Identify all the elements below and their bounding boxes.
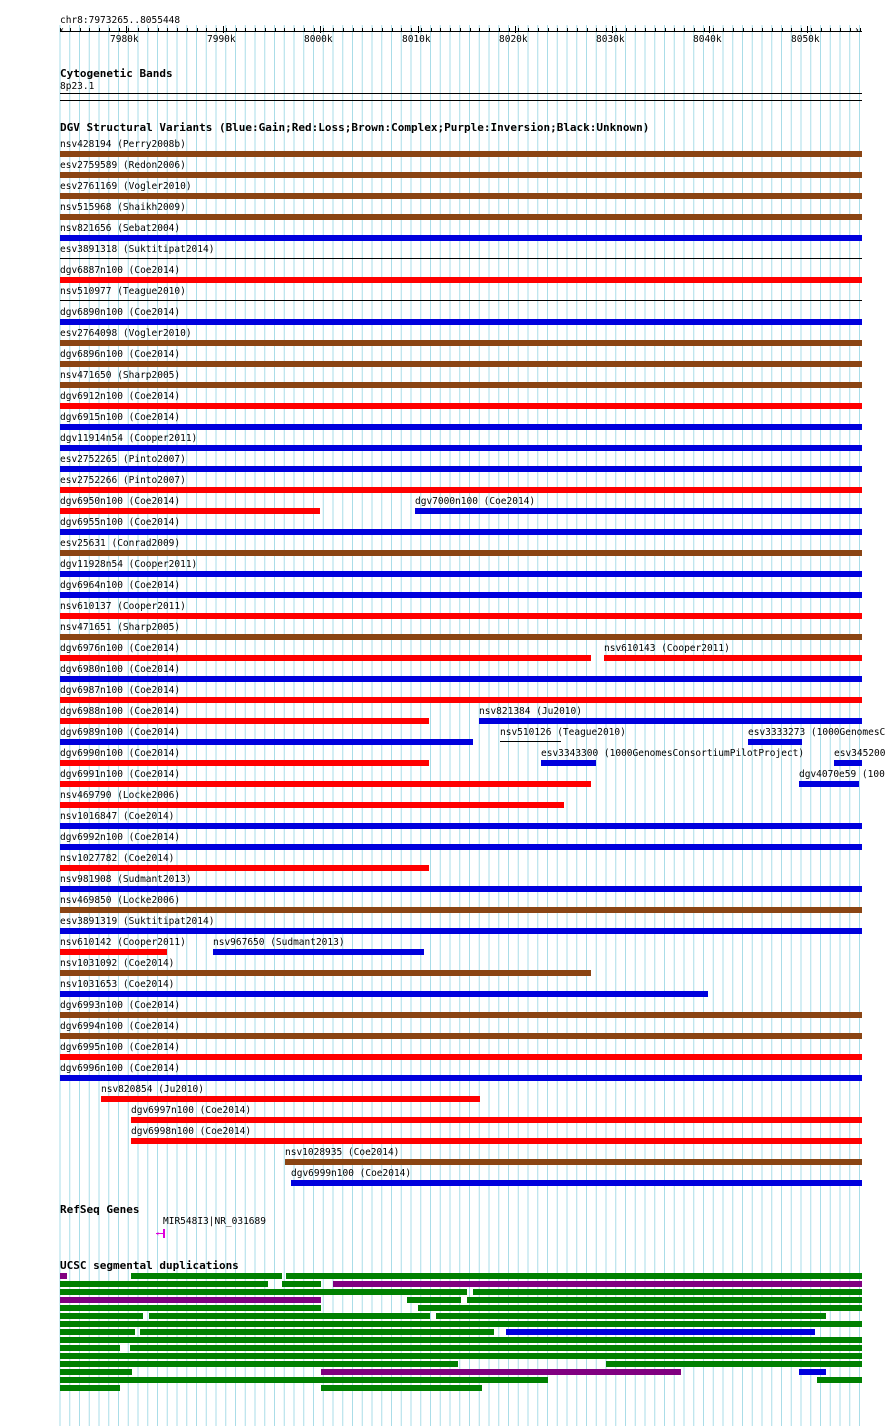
variant-label[interactable]: dgv6964n100 (Coe2014)	[60, 580, 181, 591]
ruler-minor-tick	[674, 28, 675, 32]
variant-label[interactable]: esv345200	[834, 748, 886, 759]
variant-bar[interactable]	[60, 487, 862, 493]
ruler-minor-tick	[479, 28, 480, 32]
ruler-minor-tick	[596, 28, 597, 32]
ruler-minor-tick	[860, 28, 861, 32]
segdup-block[interactable]	[286, 1273, 862, 1279]
variant-bar[interactable]	[60, 676, 862, 682]
variant-label[interactable]: nsv967650 (Sudmant2013)	[213, 937, 345, 948]
segdup-block[interactable]	[506, 1329, 815, 1335]
variant-bar[interactable]	[479, 718, 862, 724]
variant-bar[interactable]	[415, 508, 862, 514]
variant-bar[interactable]	[60, 193, 862, 199]
ruler-minor-tick	[245, 28, 246, 32]
variant-bar[interactable]	[131, 1117, 862, 1123]
segdup-block[interactable]	[60, 1297, 321, 1303]
ruler-minor-tick	[255, 28, 256, 32]
variant-bar[interactable]	[834, 760, 862, 766]
segdup-block[interactable]	[60, 1289, 467, 1295]
ruler-minor-tick	[148, 28, 149, 32]
variant-bar[interactable]	[60, 235, 862, 241]
variant-bar[interactable]	[60, 403, 862, 409]
variant-label[interactable]: dgv6998n100 (Coe2014)	[131, 1126, 252, 1137]
variant-label[interactable]: dgv6995n100 (Coe2014)	[60, 1042, 181, 1053]
variant-label[interactable]: dgv6890n100 (Coe2014)	[60, 307, 181, 318]
segdup-block[interactable]	[418, 1305, 862, 1311]
ruler-minor-tick	[713, 28, 714, 32]
variant-label[interactable]: nsv510126 (Teague2010)	[500, 727, 626, 738]
variant-label[interactable]: dgv6993n100 (Coe2014)	[60, 1000, 181, 1011]
ruler-minor-tick	[655, 28, 656, 32]
ruler-minor-tick	[811, 28, 812, 32]
variant-bar[interactable]	[60, 844, 862, 850]
ruler-minor-tick	[80, 28, 81, 32]
ruler-minor-tick	[226, 28, 227, 32]
variant-bar[interactable]	[60, 949, 167, 955]
segdup-block[interactable]	[60, 1337, 862, 1343]
ruler-minor-tick	[791, 28, 792, 32]
ruler-minor-tick	[723, 28, 724, 32]
segdup-block[interactable]	[60, 1281, 268, 1287]
variant-label[interactable]: esv2752265 (Pinto2007)	[60, 454, 186, 465]
variant-bar[interactable]	[60, 571, 862, 577]
segdup-block[interactable]	[60, 1369, 132, 1375]
ruler-minor-tick	[294, 28, 295, 32]
ruler-minor-tick	[528, 28, 529, 32]
variant-label[interactable]: nsv510977 (Teague2010)	[60, 286, 186, 297]
variant-label[interactable]: dgv6976n100 (Coe2014)	[60, 643, 181, 654]
variant-label[interactable]: nsv610142 (Cooper2011)	[60, 937, 186, 948]
segdup-track-title[interactable]: UCSC segmental duplications	[60, 1259, 239, 1272]
ruler-tick-label: 8010k	[402, 34, 431, 45]
location-label: chr8:7973265..8055448	[60, 15, 181, 26]
variant-bar[interactable]	[60, 865, 429, 871]
variant-bar[interactable]	[60, 382, 862, 388]
ruler-minor-tick	[509, 28, 510, 32]
variant-label[interactable]: nsv469850 (Locke2006)	[60, 895, 181, 906]
variant-label[interactable]: dgv6980n100 (Coe2014)	[60, 664, 181, 675]
ruler-minor-tick	[587, 28, 588, 32]
variant-bar[interactable]	[60, 907, 862, 913]
ruler-tick-label: 8000k	[304, 34, 333, 45]
ruler-major-tick	[320, 26, 321, 33]
variant-label[interactable]: dgv6992n100 (Coe2014)	[60, 832, 181, 843]
segdup-block[interactable]	[60, 1273, 67, 1279]
ruler-major-tick	[418, 26, 419, 33]
ruler-minor-tick	[626, 28, 627, 32]
ruler-minor-tick	[392, 28, 393, 32]
ruler-minor-tick	[450, 28, 451, 32]
ruler-arrow: ‹	[60, 25, 64, 36]
ruler-minor-tick	[635, 28, 636, 32]
ruler-minor-tick	[421, 28, 422, 32]
cytoband-track-title[interactable]: Cytogenetic Bands	[60, 67, 173, 80]
variant-label[interactable]: esv3891319 (Suktitipat2014)	[60, 916, 215, 927]
segdup-block[interactable]	[407, 1297, 461, 1303]
refseq-gene-glyph[interactable]: ‹	[156, 1229, 166, 1239]
variant-label[interactable]: nsv428194 (Perry2008b)	[60, 139, 186, 150]
variant-label[interactable]: esv2761169 (Vogler2010)	[60, 181, 192, 192]
variant-bar[interactable]	[60, 781, 591, 787]
variant-label[interactable]: esv3891318 (Suktitipat2014)	[60, 244, 215, 255]
ruler-minor-tick	[128, 28, 129, 32]
variant-label[interactable]: nsv821384 (Ju2010)	[479, 706, 582, 717]
ruler-arrow: ›	[855, 25, 859, 36]
ruler-minor-tick	[372, 28, 373, 32]
ruler-minor-tick	[236, 28, 237, 32]
variant-label[interactable]: dgv6989n100 (Coe2014)	[60, 727, 181, 738]
variant-bar[interactable]	[60, 361, 862, 367]
ruler-major-tick	[223, 26, 224, 33]
variant-bar[interactable]	[60, 718, 429, 724]
ruler-minor-tick	[489, 28, 490, 32]
ruler-major-tick	[612, 26, 613, 33]
segdup-block[interactable]	[333, 1281, 862, 1287]
ruler-minor-tick	[333, 28, 334, 32]
ruler-major-tick	[126, 26, 127, 33]
variant-label[interactable]: dgv6987n100 (Coe2014)	[60, 685, 181, 696]
variant-label[interactable]: nsv469790 (Locke2006)	[60, 790, 181, 801]
ruler-minor-tick	[304, 28, 305, 32]
ruler-minor-tick	[606, 28, 607, 32]
ruler-minor-tick	[343, 28, 344, 32]
ruler-major-tick	[709, 26, 710, 33]
segdup-block[interactable]	[60, 1329, 135, 1335]
segdup-block[interactable]	[131, 1273, 282, 1279]
variant-bar[interactable]	[60, 928, 862, 934]
segdup-block[interactable]	[321, 1385, 482, 1391]
variant-label[interactable]: dgv6999n100 (Coe2014)	[291, 1168, 412, 1179]
variant-bar[interactable]	[60, 529, 862, 535]
variant-bar[interactable]	[291, 1180, 862, 1186]
ruler-minor-tick	[567, 28, 568, 32]
segdup-block[interactable]	[467, 1297, 862, 1303]
ruler-minor-tick	[197, 28, 198, 32]
ruler-minor-tick	[167, 28, 168, 32]
variant-label[interactable]: dgv6896n100 (Coe2014)	[60, 349, 181, 360]
variant-bar[interactable]	[500, 741, 561, 742]
variant-label[interactable]: nsv1016847 (Coe2014)	[60, 811, 175, 822]
variant-label[interactable]: esv2764098 (Vogler2010)	[60, 328, 192, 339]
variant-bar[interactable]	[748, 739, 802, 745]
variant-label[interactable]: dgv6997n100 (Coe2014)	[131, 1105, 252, 1116]
segdup-block[interactable]	[473, 1289, 862, 1295]
cytoband-line-top	[60, 93, 862, 94]
variant-label[interactable]: esv2752266 (Pinto2007)	[60, 475, 186, 486]
ruler-minor-tick	[518, 28, 519, 32]
variant-label[interactable]: dgv6915n100 (Coe2014)	[60, 412, 181, 423]
variant-label[interactable]: nsv471650 (Sharp2005)	[60, 370, 181, 381]
ruler-minor-tick	[401, 28, 402, 32]
ruler-minor-tick	[752, 28, 753, 32]
ruler-minor-tick	[821, 28, 822, 32]
ruler-minor-tick	[177, 28, 178, 32]
ruler-tick-label: 8020k	[499, 34, 528, 45]
ruler-minor-tick	[665, 28, 666, 32]
ruler-minor-tick	[694, 28, 695, 32]
ruler-minor-tick	[704, 28, 705, 32]
ruler-minor-tick	[158, 28, 159, 32]
ruler-minor-tick	[645, 28, 646, 32]
variant-label[interactable]: dgv6950n100 (Coe2014)	[60, 496, 181, 507]
segdup-block[interactable]	[130, 1345, 862, 1351]
variant-bar[interactable]	[60, 277, 862, 283]
variant-label[interactable]: dgv7000n100 (Coe2014)	[415, 496, 536, 507]
variant-bar[interactable]	[60, 1054, 862, 1060]
variant-bar[interactable]	[60, 508, 320, 514]
variant-bar[interactable]	[60, 991, 708, 997]
ruler-minor-tick	[538, 28, 539, 32]
segdup-block[interactable]	[60, 1321, 862, 1327]
variant-bar[interactable]	[60, 823, 862, 829]
variant-bar[interactable]	[101, 1096, 480, 1102]
ruler-tick-label: 8050k	[791, 34, 820, 45]
variant-label[interactable]: dgv11928n54 (Cooper2011)	[60, 559, 198, 570]
ruler-minor-tick	[70, 28, 71, 32]
variant-label[interactable]: esv3343300 (1000GenomesConsortiumPilotProject)	[541, 748, 805, 759]
segdup-block[interactable]	[149, 1313, 430, 1319]
variant-bar[interactable]	[60, 550, 862, 556]
variant-bar[interactable]	[60, 1033, 862, 1039]
ruler-minor-tick	[353, 28, 354, 32]
ruler-minor-tick	[470, 28, 471, 32]
ruler-minor-tick	[206, 28, 207, 32]
ruler-minor-tick	[460, 28, 461, 32]
ruler-minor-tick	[557, 28, 558, 32]
variant-bar[interactable]	[60, 592, 862, 598]
variant-label[interactable]: nsv1028935 (Coe2014)	[285, 1147, 400, 1158]
ruler-tick-label: 8030k	[596, 34, 625, 45]
variant-bar[interactable]	[799, 781, 859, 787]
variant-bar[interactable]	[60, 151, 862, 157]
ruler-minor-tick	[577, 28, 578, 32]
variant-bar[interactable]	[60, 319, 862, 325]
variant-label[interactable]: nsv820854 (Ju2010)	[101, 1084, 204, 1095]
ruler-tick-label: 7980k	[110, 34, 139, 45]
ruler-minor-tick	[109, 28, 110, 32]
ruler-minor-tick	[216, 28, 217, 32]
ruler-minor-tick	[772, 28, 773, 32]
variant-bar[interactable]	[541, 760, 596, 766]
ruler-minor-tick	[684, 28, 685, 32]
cytoband-line-bottom	[60, 100, 862, 101]
ruler-minor-tick	[548, 28, 549, 32]
ruler-minor-tick	[119, 28, 120, 32]
ruler-major-tick	[807, 26, 808, 33]
variant-label[interactable]: dgv6912n100 (Coe2014)	[60, 391, 181, 402]
segdup-block[interactable]	[60, 1313, 143, 1319]
variant-label[interactable]: dgv11914n54 (Cooper2011)	[60, 433, 198, 444]
ruler-minor-tick	[616, 28, 617, 32]
variant-bar[interactable]	[60, 340, 862, 346]
variant-label[interactable]: esv2759589 (Redon2006)	[60, 160, 186, 171]
variant-bar[interactable]	[60, 300, 862, 301]
variant-bar[interactable]	[60, 424, 862, 430]
ruler-minor-tick	[323, 28, 324, 32]
variant-bar[interactable]	[60, 697, 862, 703]
ruler-minor-tick	[187, 28, 188, 32]
ruler-tick-label: 8040k	[693, 34, 722, 45]
variant-bar[interactable]	[60, 760, 429, 766]
segdup-block[interactable]	[60, 1345, 120, 1351]
ruler-minor-tick	[138, 28, 139, 32]
ruler-minor-tick	[743, 28, 744, 32]
variant-bar[interactable]	[60, 1012, 862, 1018]
variant-label[interactable]: esv25631 (Conrad2009)	[60, 538, 181, 549]
variant-bar[interactable]	[60, 886, 862, 892]
variant-label[interactable]: dgv6955n100 (Coe2014)	[60, 517, 181, 528]
variant-bar[interactable]	[60, 1075, 862, 1081]
ruler-minor-tick	[362, 28, 363, 32]
ruler-minor-tick	[431, 28, 432, 32]
segdup-block[interactable]	[140, 1329, 494, 1335]
variant-bar[interactable]	[60, 613, 862, 619]
segdup-block[interactable]	[817, 1377, 862, 1383]
dgv-track-title[interactable]: DGV Structural Variants (Blue:Gain;Red:Loss;Brown:Complex;Purple:Inversion;Black:Unknown)	[60, 121, 650, 134]
ruler-minor-tick	[440, 28, 441, 32]
ruler-minor-tick	[782, 28, 783, 32]
segdup-block[interactable]	[60, 1353, 862, 1359]
ruler-minor-tick	[733, 28, 734, 32]
variant-label[interactable]: nsv1031092 (Coe2014)	[60, 958, 175, 969]
variant-label[interactable]: nsv515968 (Shaikh2009)	[60, 202, 186, 213]
variant-bar[interactable]	[131, 1138, 862, 1144]
variant-label[interactable]: dgv6991n100 (Coe2014)	[60, 769, 181, 780]
ruler-minor-tick	[801, 28, 802, 32]
variant-label[interactable]: nsv821656 (Sebat2004)	[60, 223, 181, 234]
variant-label[interactable]: dgv4070e59 (100	[799, 769, 885, 780]
variant-bar[interactable]	[213, 949, 424, 955]
ruler-minor-tick	[99, 28, 100, 32]
variant-label[interactable]: nsv610143 (Cooper2011)	[604, 643, 730, 654]
ruler-minor-tick	[275, 28, 276, 32]
variant-bar[interactable]	[60, 258, 862, 259]
variant-label[interactable]: nsv471651 (Sharp2005)	[60, 622, 181, 633]
variant-label[interactable]: nsv1031653 (Coe2014)	[60, 979, 175, 990]
variant-bar[interactable]	[60, 172, 862, 178]
variant-label[interactable]: dgv6990n100 (Coe2014)	[60, 748, 181, 759]
ruler-minor-tick	[499, 28, 500, 32]
segdup-block[interactable]	[60, 1385, 120, 1391]
ruler-minor-tick	[284, 28, 285, 32]
variant-bar[interactable]	[60, 214, 862, 220]
ruler-minor-tick	[840, 28, 841, 32]
variant-bar[interactable]	[60, 445, 862, 451]
variant-bar[interactable]	[285, 1159, 862, 1165]
ruler-minor-tick	[762, 28, 763, 32]
ruler-minor-tick	[382, 28, 383, 32]
variant-label[interactable]: nsv610137 (Cooper2011)	[60, 601, 186, 612]
variant-label[interactable]: nsv981908 (Sudmant2013)	[60, 874, 192, 885]
segdup-block[interactable]	[799, 1369, 826, 1375]
variant-bar[interactable]	[60, 739, 473, 745]
ruler-minor-tick	[89, 28, 90, 32]
variant-bar[interactable]	[60, 466, 862, 472]
variant-label[interactable]: dgv6988n100 (Coe2014)	[60, 706, 181, 717]
cytoband-label: 8p23.1	[60, 81, 95, 92]
segdup-block[interactable]	[436, 1313, 826, 1319]
variant-bar[interactable]	[604, 655, 862, 661]
segdup-block[interactable]	[60, 1305, 321, 1311]
variant-label[interactable]: dgv6996n100 (Coe2014)	[60, 1063, 181, 1074]
segdup-block[interactable]	[60, 1377, 548, 1383]
segdup-block[interactable]	[606, 1361, 862, 1367]
variant-bar[interactable]	[60, 655, 591, 661]
variant-label[interactable]: dgv6887n100 (Coe2014)	[60, 265, 181, 276]
segdup-block[interactable]	[60, 1361, 458, 1367]
variant-bar[interactable]	[60, 634, 862, 640]
ruler-minor-tick	[314, 28, 315, 32]
variant-bar[interactable]	[60, 802, 564, 808]
ruler-minor-tick	[830, 28, 831, 32]
ruler-minor-tick	[411, 28, 412, 32]
segdup-block[interactable]	[321, 1369, 681, 1375]
variant-bar[interactable]	[60, 970, 591, 976]
ruler-major-tick	[515, 26, 516, 33]
ruler-minor-tick	[850, 28, 851, 32]
refseq-track-title[interactable]: RefSeq Genes	[60, 1203, 140, 1216]
variant-label[interactable]: nsv1027782 (Coe2014)	[60, 853, 175, 864]
variant-label[interactable]: esv3333273 (1000GenomesC	[748, 727, 886, 738]
variant-label[interactable]: dgv6994n100 (Coe2014)	[60, 1021, 181, 1032]
ruler-line	[60, 31, 862, 32]
ruler-minor-tick	[265, 28, 266, 32]
segdup-block[interactable]	[282, 1281, 321, 1287]
refseq-gene-label[interactable]: MIR548I3|NR_031689	[163, 1216, 266, 1227]
ruler-tick-label: 7990k	[207, 34, 236, 45]
